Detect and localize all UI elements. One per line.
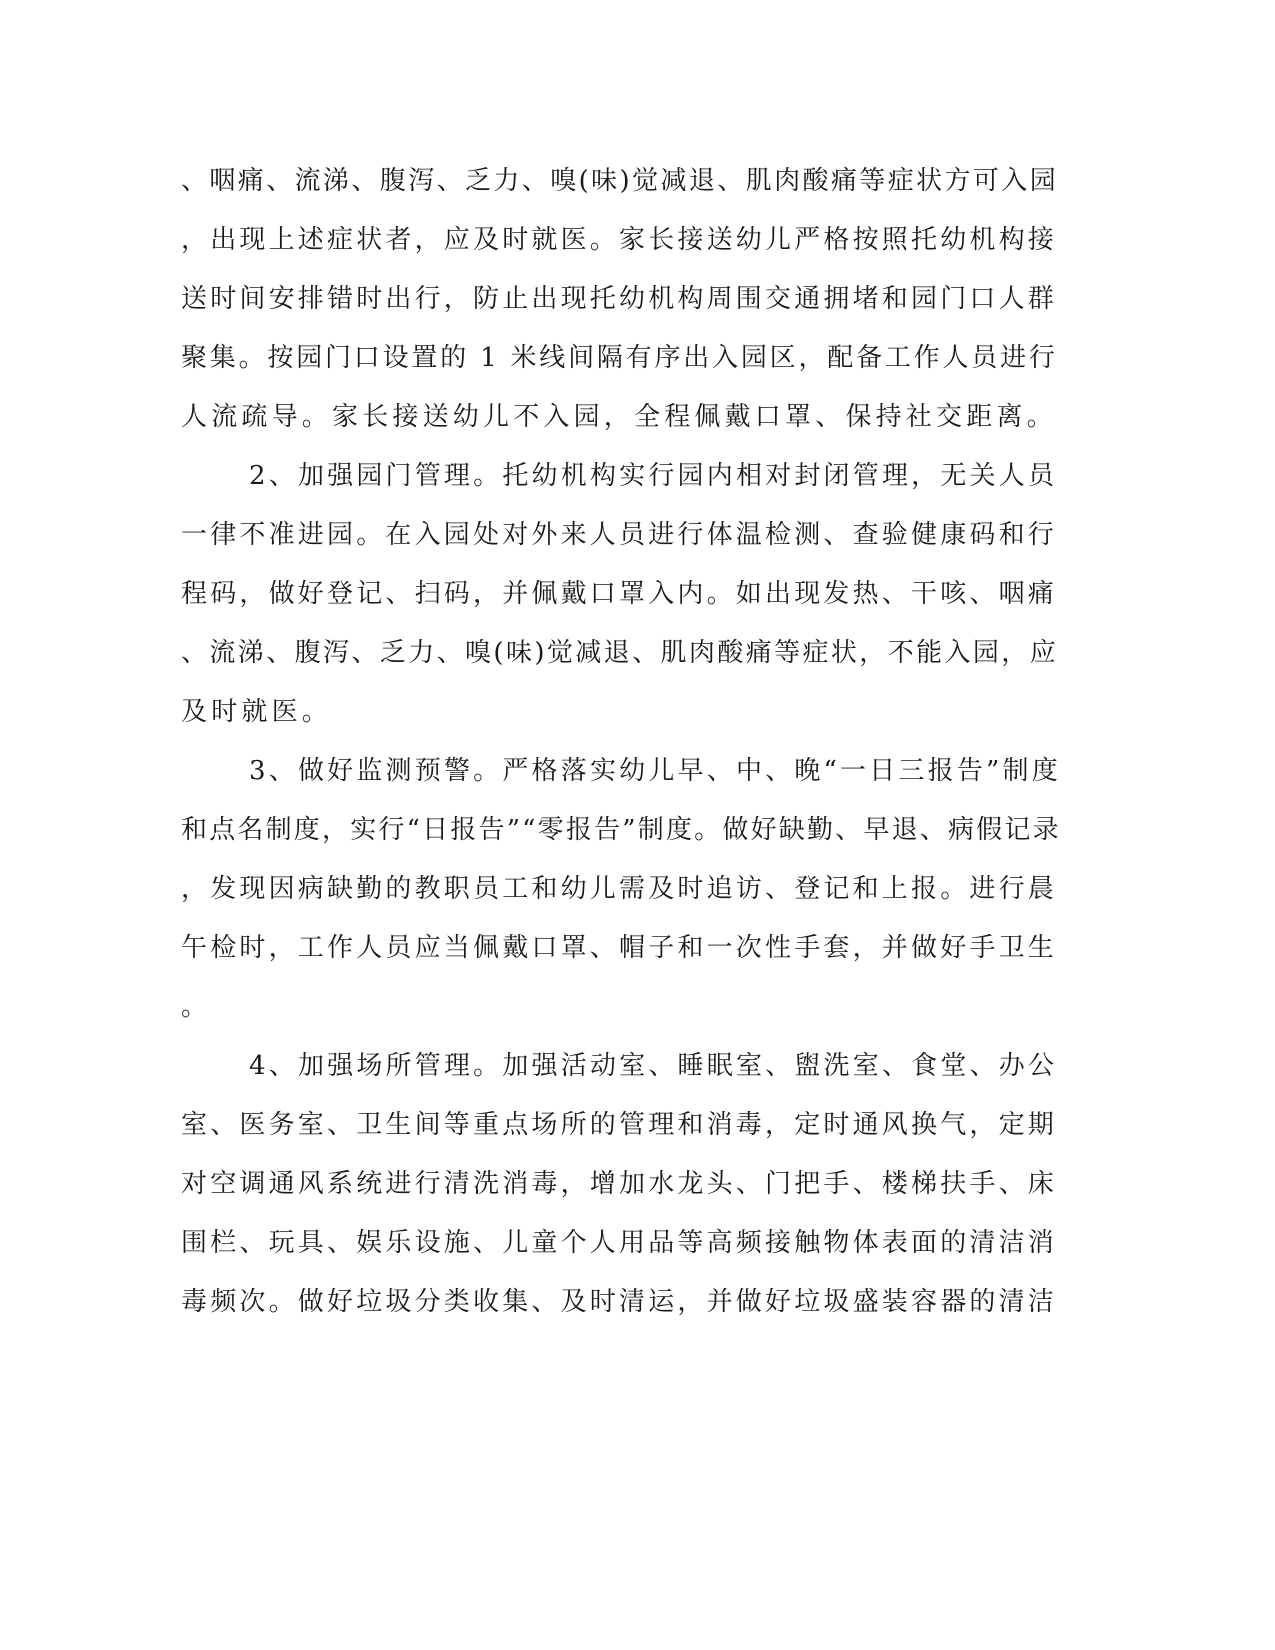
text-line: 、咽痛、流涕、腹泻、乏力、嗅(味)觉减退、肌肉酸痛等症状方可入园 [181, 166, 1059, 196]
text-line: 送时间安排错时出行，防止出现托幼机构周围交通拥堵和园门口人群 [181, 284, 1058, 314]
paragraph-start-line: 4、加强场所管理。加强活动室、睡眠室、盥洗室、食堂、办公 [249, 1051, 1058, 1081]
body-text [181, 152, 1061, 1332]
paragraph-start-line: 2、加强园门管理。托幼机构实行园内相对封闭管理，无关人员 [249, 461, 1058, 491]
text-line: 。 [181, 992, 212, 1022]
text-line: 及时就医。 [181, 697, 333, 727]
text-line: 毒频次。做好垃圾分类收集、及时清运，并做好垃圾盛装容器的清洁 [181, 1287, 1058, 1317]
text-line: 室、医务室、卫生间等重点场所的管理和消毒，定时通风换气，定期 [181, 1110, 1058, 1140]
text-line: 和点名制度，实行“日报告”“零报告”制度。做好缺勤、早退、病假记录 [181, 815, 1061, 845]
text-line: ，发现因病缺勤的教职员工和幼儿需及时追访、登记和上报。进行晨 [181, 874, 1058, 904]
text-line: 、流涕、腹泻、乏力、嗅(味)觉减退、肌肉酸痛等症状，不能入园，应 [181, 638, 1059, 668]
text-line: 聚集。按园门口设置的 1 米线间隔有序出入园区，配备工作人员进行 [181, 343, 1058, 373]
text-line: 午检时，工作人员应当佩戴口罩、帽子和一次性手套，并做好手卫生 [181, 933, 1058, 963]
text-line: 程码，做好登记、扫码，并佩戴口罩入内。如出现发热、干咳、咽痛 [181, 579, 1058, 609]
text-line: ，出现上述症状者，应及时就医。家长接送幼儿严格按照托幼机构接 [181, 225, 1058, 255]
paragraph-start-line: 3、做好监测预警。严格落实幼儿早、中、晚“一日三报告”制度 [249, 756, 1061, 786]
text-line: 围栏、玩具、娱乐设施、儿童个人用品等高频接触物体表面的清洁消 [181, 1228, 1058, 1258]
text-line: 对空调通风系统进行清洗消毒，增加水龙头、门把手、楼梯扶手、床 [181, 1169, 1058, 1199]
text-line: 人流疏导。家长接送幼儿不入园，全程佩戴口罩、保持社交距离。 [181, 402, 1057, 432]
text-line: 一律不准进园。在入园处对外来人员进行体温检测、查验健康码和行 [181, 520, 1058, 550]
